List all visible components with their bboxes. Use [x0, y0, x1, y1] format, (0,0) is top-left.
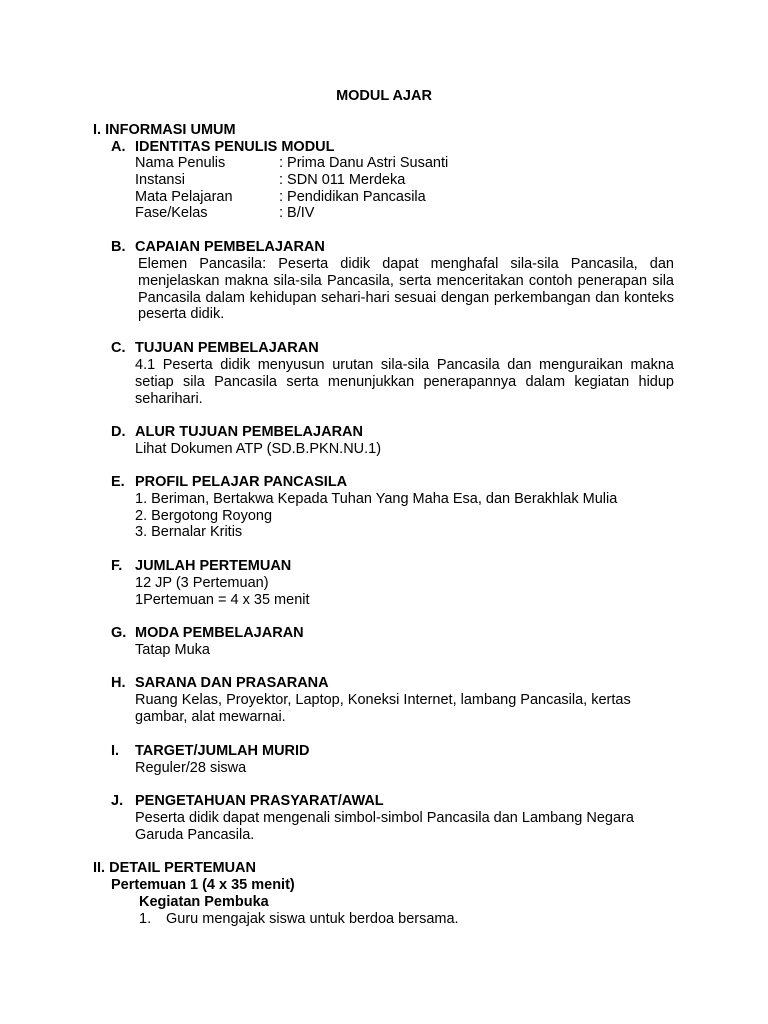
identity-label: Mata Pelajaran	[135, 189, 233, 205]
identity-row-mata-pelajaran	[135, 189, 426, 206]
identity-row-instansi	[135, 172, 405, 189]
subheading-label: CAPAIAN PEMBELAJARAN	[135, 239, 325, 255]
tujuan-paragraph: 4.1 Peserta didik menyusun urutan sila-sila Pancasila dan menguraikan makna setiap sila Pancasila serta menunjukkan penerapannya dalam kegiatan hidup seharihari.	[135, 357, 674, 407]
subheading-letter: B.	[111, 239, 126, 255]
subheading-letter: I.	[111, 743, 120, 759]
identity-row-fase-kelas	[135, 205, 314, 222]
list-item: 3. Bernalar Kritis	[135, 524, 243, 540]
subheading-letter: C.	[111, 340, 126, 356]
identity-value: : SDN 011 Merdeka	[279, 172, 406, 188]
subheading-jumlah-pertemuan	[111, 558, 291, 575]
list-item: 1. Beriman, Bertakwa Kepada Tuhan Yang Maha Esa, dan Berakhlak Mulia	[135, 491, 618, 507]
sarana-text: Ruang Kelas, Proyektor, Laptop, Koneksi Internet, lambang Pancasila, kertas gambar, alat mewarnai.	[135, 692, 631, 725]
subheading-label: JUMLAH PERTEMUAN	[135, 558, 292, 574]
step-number: 1.	[139, 911, 152, 927]
subheading-sarana-prasarana	[111, 675, 329, 692]
identity-value: : B/IV	[279, 205, 315, 221]
subheading-letter: G.	[111, 625, 127, 641]
target-murid-text: Reguler/28 siswa	[135, 760, 247, 776]
subheading-moda-pembelajaran	[111, 625, 304, 642]
pengetahuan-text: Peserta didik dapat mengenali simbol-simbol Pancasila dan Lambang Negara Garuda Pancasila.	[135, 810, 634, 843]
section-heading-detail-pertemuan: II. DETAIL PERTEMUAN	[93, 860, 256, 876]
identity-value: : Pendidikan Pancasila	[279, 189, 426, 205]
subheading-alur-tujuan	[111, 424, 363, 441]
subheading-letter: F.	[111, 558, 123, 574]
subheading-identitas-penulis	[111, 139, 335, 156]
pertemuan-duration-text: 1Pertemuan = 4 x 35 menit	[135, 592, 310, 608]
document-title: MODUL AJAR	[336, 88, 432, 104]
list-item: 2. Bergotong Royong	[135, 508, 273, 524]
subheading-target-murid	[111, 743, 310, 760]
identity-label: Instansi	[135, 172, 185, 188]
capaian-paragraph: Elemen Pancasila: Peserta didik dapat menghafal sila-sila Pancasila, dan menjelaskan makna sila-sila Pancasila, serta menceritakan contoh penerapan sila Pancasila dalam kehidupan sehari-hari sesuai dengan perkembangan dan konteks peserta didik.	[138, 256, 674, 323]
identity-row-nama-penulis	[135, 155, 448, 172]
activity-heading: Kegiatan Pembuka	[139, 894, 269, 910]
subheading-label: MODA PEMBELAJARAN	[135, 625, 304, 641]
jumlah-jp-text: 12 JP (3 Pertemuan)	[135, 575, 269, 591]
identity-label: Fase/Kelas	[135, 205, 208, 221]
subheading-label: SARANA DAN PRASARANA	[135, 675, 329, 691]
subheading-letter: H.	[111, 675, 126, 691]
moda-text: Tatap Muka	[135, 642, 210, 658]
subheading-label: TARGET/JUMLAH MURID	[135, 743, 310, 759]
subheading-profil-pelajar	[111, 474, 347, 491]
alur-tujuan-text: Lihat Dokumen ATP (SD.B.PKN.NU.1)	[135, 441, 382, 457]
subheading-label: IDENTITAS PENULIS MODUL	[135, 139, 335, 155]
subheading-label: ALUR TUJUAN PEMBELAJARAN	[135, 424, 363, 440]
step-text: Guru mengajak siswa untuk berdoa bersama.	[166, 911, 459, 927]
section-heading-informasi-umum: I. INFORMASI UMUM	[93, 122, 236, 138]
subheading-label: PENGETAHUAN PRASYARAT/AWAL	[135, 793, 384, 809]
meeting-heading: Pertemuan 1 (4 x 35 menit)	[111, 877, 295, 893]
subheading-label: PROFIL PELAJAR PANCASILA	[135, 474, 348, 490]
subheading-letter: E.	[111, 474, 125, 490]
list-item	[139, 911, 459, 928]
subheading-letter: J.	[111, 793, 124, 809]
identity-value: : Prima Danu Astri Susanti	[279, 155, 449, 171]
subheading-tujuan-pembelajaran	[111, 340, 319, 357]
subheading-pengetahuan-prasyarat	[111, 793, 384, 810]
subheading-letter: A.	[111, 139, 126, 155]
subheading-letter: D.	[111, 424, 126, 440]
subheading-label: TUJUAN PEMBELAJARAN	[135, 340, 319, 356]
identity-label: Nama Penulis	[135, 155, 226, 171]
subheading-capaian-pembelajaran	[111, 239, 325, 256]
